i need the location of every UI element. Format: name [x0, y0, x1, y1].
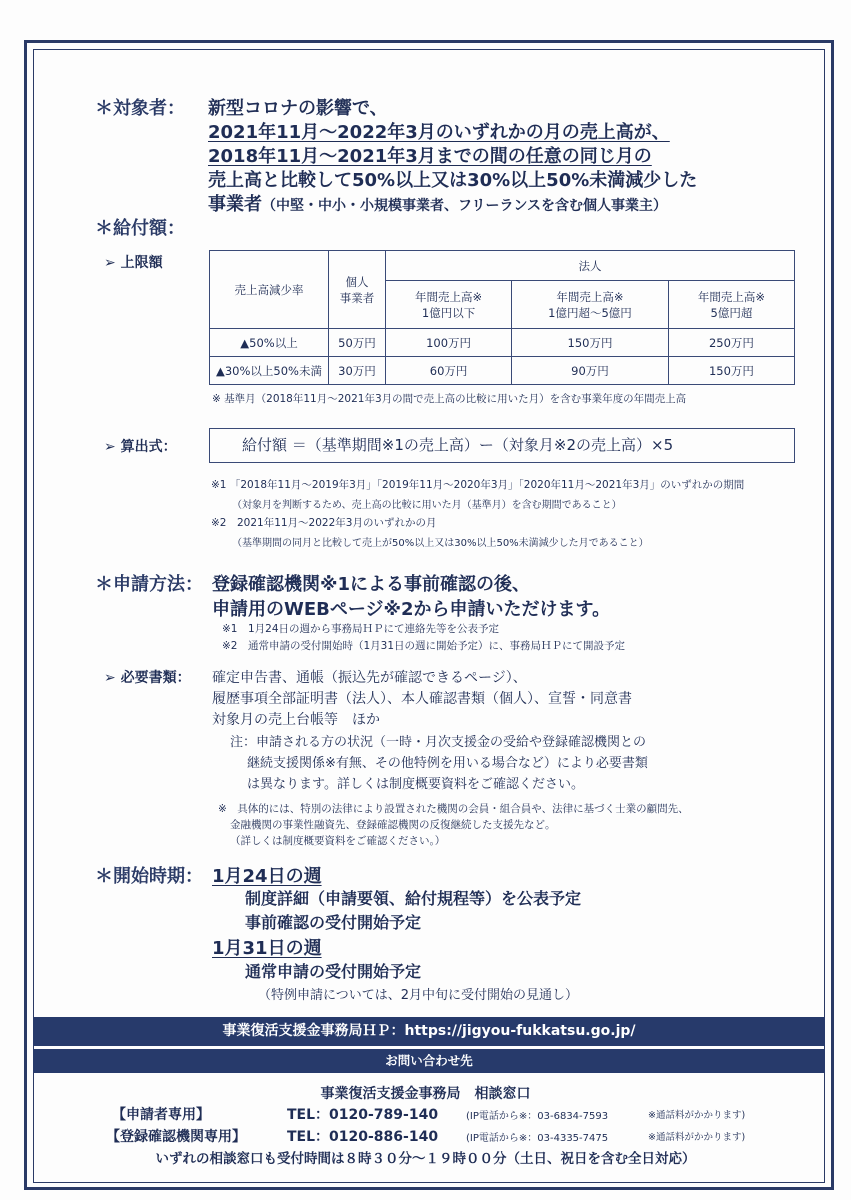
target-line1: 新型コロナの影響で、 — [208, 98, 388, 119]
target-label: ＊対象者： — [95, 98, 185, 119]
docs-label: ➢ 必要書類： — [104, 670, 191, 686]
th-corp: 法人 — [386, 251, 795, 281]
start-w1-a: 制度詳細（申請要領、給付規程等）を公表予定 — [245, 889, 582, 908]
hp-bar — [33, 1017, 825, 1046]
docs-note-b: 継続支援関係※有無、その他特例を用いる場合など）により必要書類 — [247, 756, 648, 771]
office-name: 事業復活支援金事務局 相談窓口 — [320, 1086, 531, 1102]
applicant-tel[interactable]: TEL：0120-789-140 — [287, 1107, 439, 1123]
amount-label: ＊給付額： — [95, 218, 185, 239]
th-rate: 売上高減少率 — [210, 251, 329, 329]
formula-box — [209, 428, 795, 463]
start-w2-a: 通常申請の受付開始予定 — [245, 962, 422, 981]
cell-rate: ▲30%以上50%未満 — [210, 357, 329, 385]
applicant-label: 【申請者専用】 — [112, 1107, 210, 1123]
start-w1-b: 事前確認の受付開始予定 — [245, 913, 422, 932]
contact-heading: お問い合わせ先 — [385, 1053, 473, 1068]
docs-ref2: 金融機関の事業性融資先、登録確認機関の反復継続した支援先など。 — [230, 819, 556, 831]
start-w2-b: （特例申請については、2月中旬に受付開始の見通し） — [258, 988, 579, 1003]
target-line5-main: 事業者 — [208, 194, 262, 215]
target-line4: 売上高と比較して50%以上又は30%以上50%未満減少した — [208, 170, 698, 191]
cell-individual: 50万円 — [329, 329, 386, 357]
docs-note-a: 注：申請される方の状況（一時・月次支援金の受給や登録確認機関との — [230, 735, 647, 750]
th-individual: 個人 事業者 — [329, 251, 386, 329]
org-ip: (IP電話から※：03-4335-7475 — [466, 1133, 609, 1144]
th-corp-2: 年間売上高※ 1億円超～5億円 — [512, 281, 669, 329]
apply-label: ＊申請方法： — [95, 574, 203, 595]
apply-line2: 申請用のWEBページ※2から申請いただけます。 — [212, 599, 611, 620]
hours: いずれの相談窓口も受付時間は８時３０分～１９時００分（土日、祝日を含む全日対応） — [155, 1151, 696, 1167]
note2: ※2 2021年11月～2022年3月のいずれかの月 — [211, 517, 437, 529]
note1-sub: （対象月を判断するため、売上高の比較に用いた月（基準月）を含む期間であること） — [232, 500, 622, 511]
limit-label: ➢ 上限額 — [104, 255, 163, 271]
cell-rate: ▲50%以上 — [210, 329, 329, 357]
table-row — [210, 329, 795, 357]
target-line3: 2018年11月～2021年3月までの間の任意の同じ月の — [208, 146, 652, 167]
cell-corp-3: 150万円 — [668, 357, 794, 385]
table-row — [210, 357, 795, 385]
target-line2: 2021年11月～2022年3月のいずれかの月の売上高が、 — [208, 122, 670, 143]
target-line5-sub: （中堅・中小・小規模事業者、フリーランスを含む個人事業主） — [262, 198, 668, 214]
applicant-ip: (IP電話から※：03-6834-7593 — [466, 1111, 609, 1122]
docs-line3: 対象月の売上台帳等 ほか — [212, 712, 380, 728]
limit-table — [209, 250, 795, 385]
note1: ※1 「2018年11月～2019年3月」「2019年11月～2020年3月」「2020年11月～2021年3月」のいずれかの期間 — [211, 479, 745, 491]
start-label: ＊開始時期： — [95, 866, 203, 887]
org-tel[interactable]: TEL：0120-886-140 — [287, 1129, 439, 1145]
docs-note-c: は異なります。詳しくは制度概要資料をご確認ください。 — [247, 777, 584, 792]
table-note: ※ 基準月（2018年11月～2021年3月の間で売上高の比較に用いた月）を含む事業年度の年間売上高 — [212, 393, 687, 405]
contact-bar — [33, 1049, 825, 1073]
apply-line1: 登録確認機関※1による事前確認の後、 — [212, 574, 531, 595]
start-week2: 1月31日の週 — [212, 938, 322, 959]
th-corp-1: 年間売上高※ 1億円以下 — [386, 281, 512, 329]
org-label: 【登録確認機関専用】 — [106, 1129, 246, 1145]
cell-individual: 30万円 — [329, 357, 386, 385]
cell-corp-1: 60万円 — [386, 357, 512, 385]
cell-corp-3: 250万円 — [668, 329, 794, 357]
applicant-fee: ※通話料がかかります) — [648, 1110, 746, 1121]
cell-corp-2: 90万円 — [512, 357, 669, 385]
org-fee: ※通話料がかかります) — [648, 1132, 746, 1143]
cell-corp-2: 150万円 — [512, 329, 669, 357]
cell-corp-1: 100万円 — [386, 329, 512, 357]
start-week1: 1月24日の週 — [212, 866, 322, 887]
formula-label: ➢ 算出式： — [104, 439, 177, 455]
hp-link[interactable]: 事業復活支援金事務局ＨＰ：https://jigyou-fukkatsu.go.jp/ — [222, 1023, 636, 1039]
target-line5 — [208, 190, 667, 216]
apply-note2: ※2 通常申請の受付開始時（1月31日の週に開始予定）に、事務局ＨＰにて開設予定 — [222, 640, 626, 652]
docs-line2: 履歴事項全部証明書（法人）、本人確認書類（個人）、宣誓・同意書 — [212, 691, 632, 707]
docs-line1: 確定申告書、通帳（振込先が確認できるページ）、 — [212, 670, 527, 686]
apply-note1: ※1 1月24日の週から事務局ＨＰにて連絡先等を公表予定 — [222, 623, 500, 635]
note2-sub: （基準期間の同月と比較して売上が50%以上又は30%以上50%未満減少した月であること） — [232, 538, 649, 549]
docs-ref1: ※ 具体的には、特別の法律により設置された機関の会員・組合員や、法律に基づく士業の顧問先、 — [218, 803, 689, 815]
th-corp-3: 年間売上高※ 5億円超 — [668, 281, 794, 329]
docs-ref3: （詳しくは制度概要資料をご確認ください。） — [230, 835, 446, 847]
formula-text: 給付額 ＝（基準期間※1の売上高）ー（対象月※2の売上高）×5 — [242, 436, 674, 454]
